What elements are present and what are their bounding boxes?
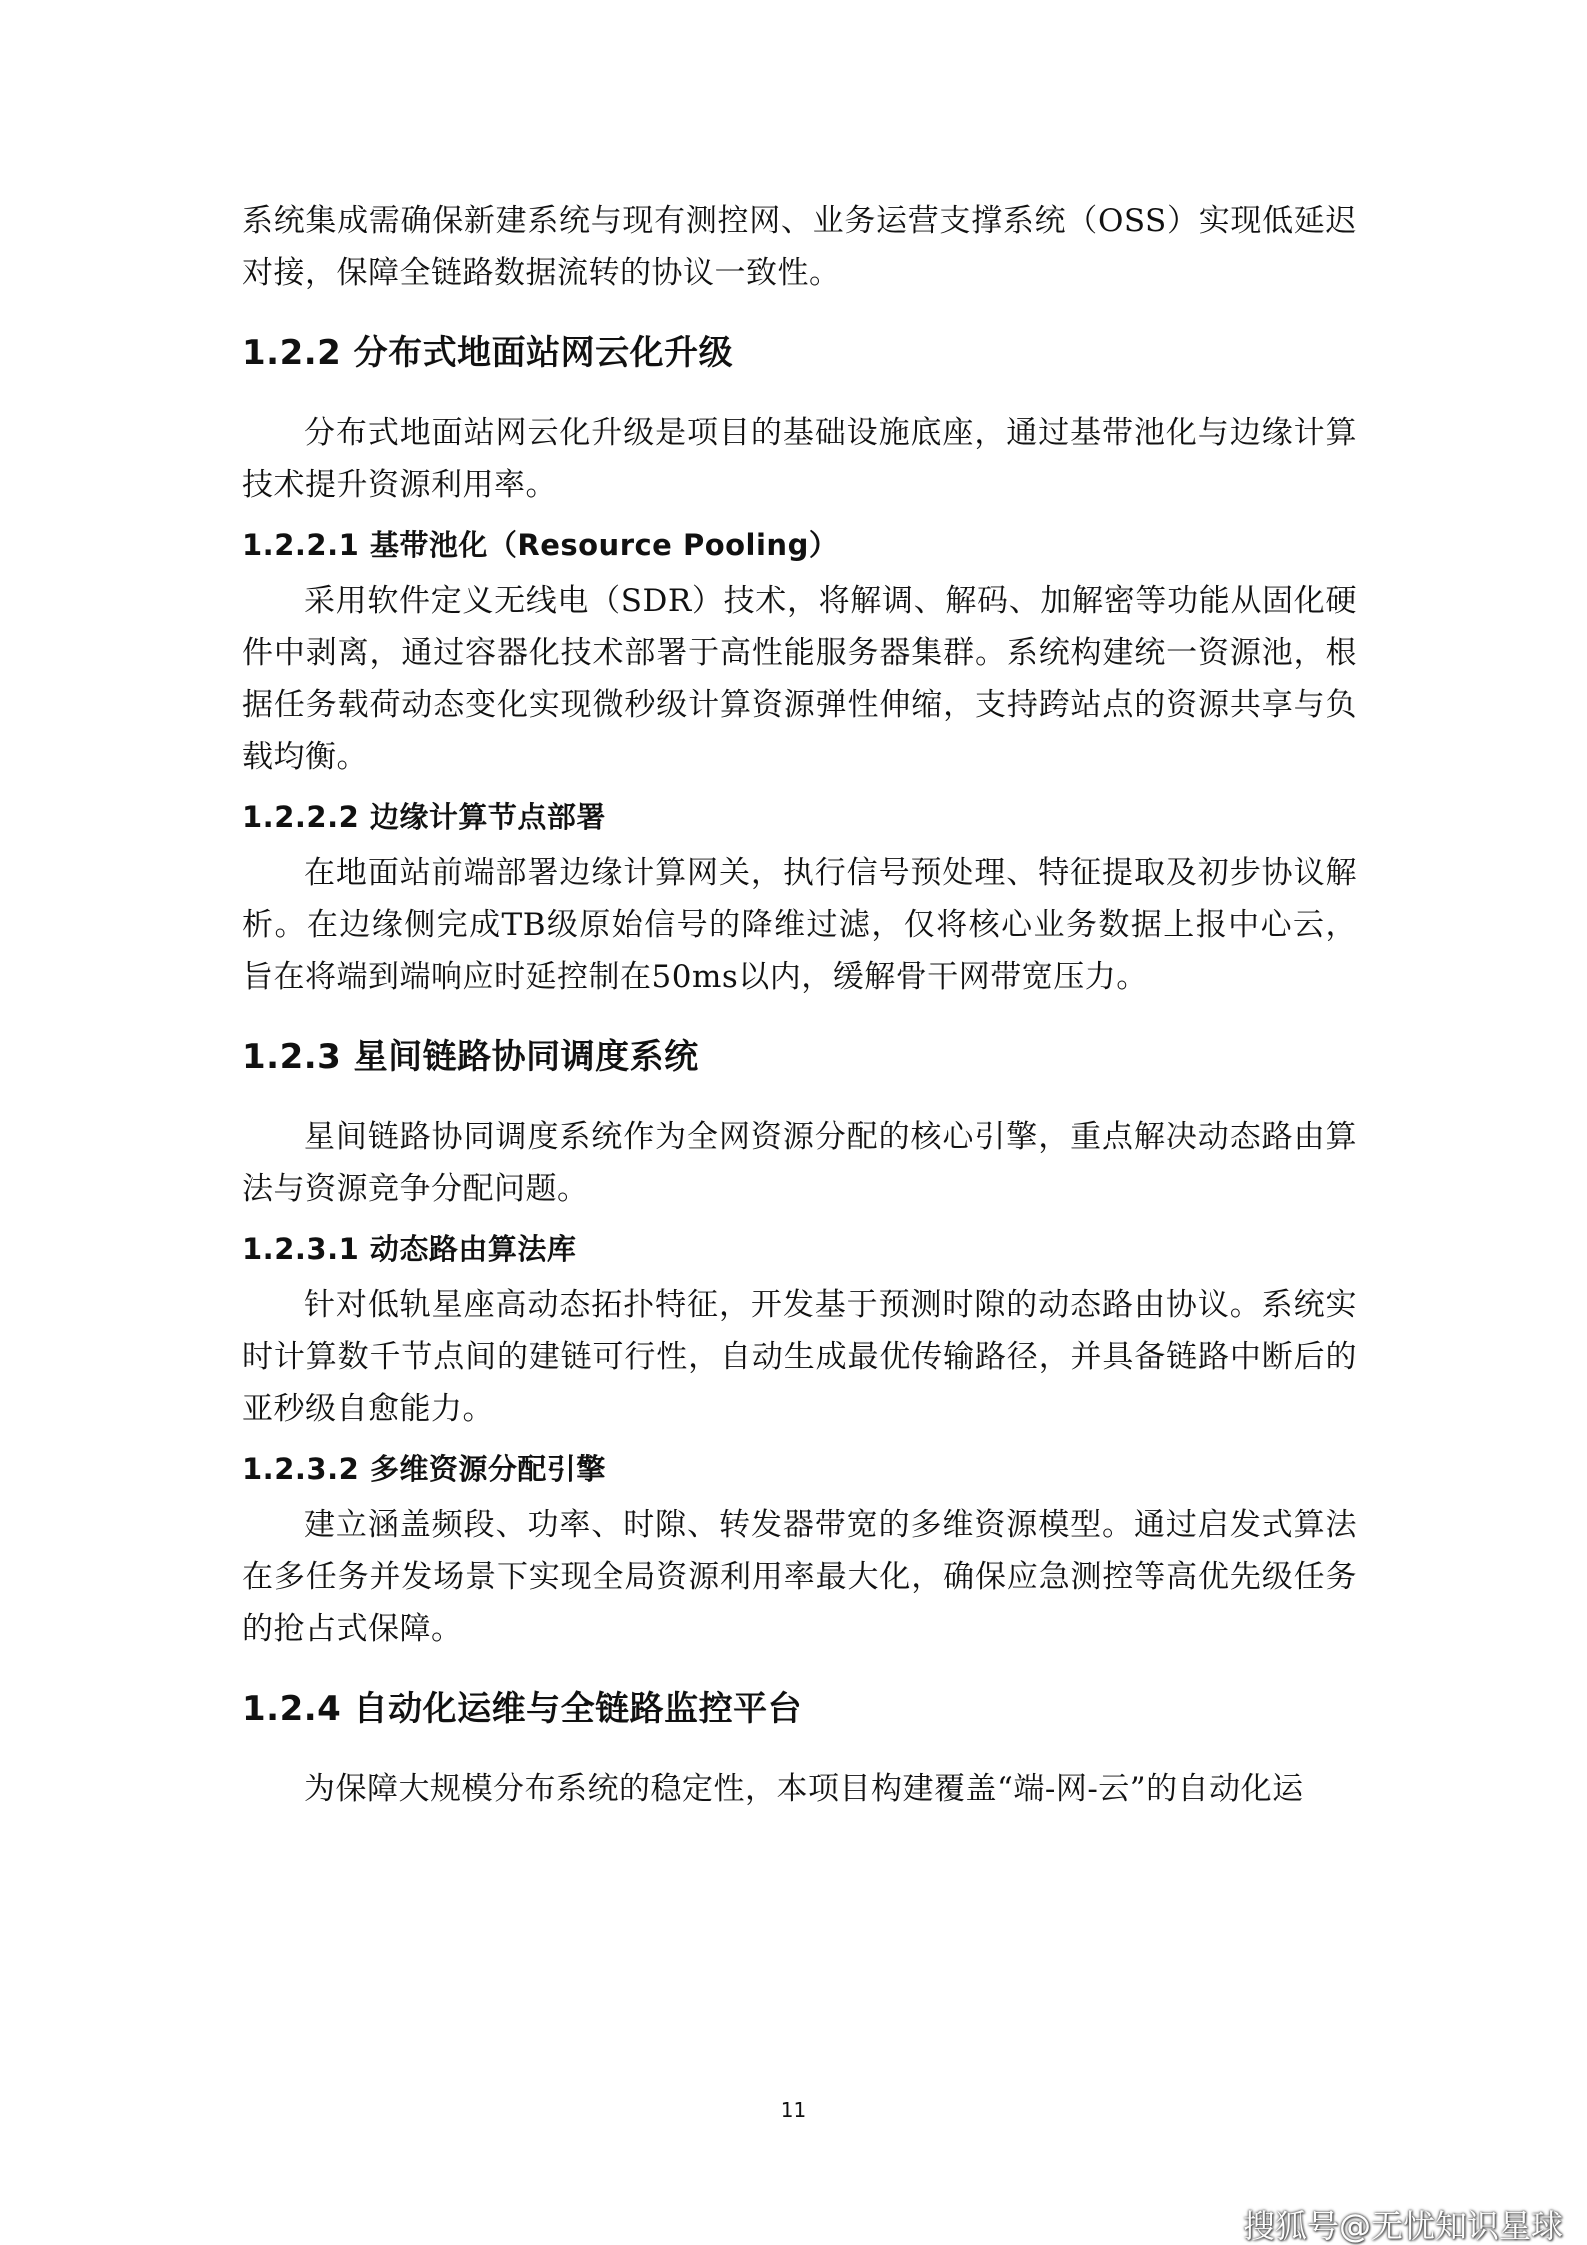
section-heading: 1.2.2 分布式地面站网云化升级 — [242, 333, 734, 373]
paragraph: 星间链路协同调度系统作为全网资源分配的核心引擎，重点解决动态路由算法与资源竞争分配问题。 — [242, 1119, 1357, 1207]
paragraph: 在地面站前端部署边缘计算网关，执行信号预处理、特征提取及初步协议解析。在边缘侧完成TB级原始信号的降维过滤，仅将核心业务数据上报中心云，旨在将端到端响应时延控制在50ms以内，缓解骨干网带宽压力。 — [242, 855, 1357, 995]
paragraph: 系统集成需确保新建系统与现有测控网、业务运营支撑系统（OSS）实现低延迟对接，保障全链路数据流转的协议一致性。 — [242, 203, 1357, 291]
subsection-heading: 1.2.3.1 动态路由算法库 — [242, 1232, 577, 1266]
paragraph: 采用软件定义无线电（SDR）技术，将解调、解码、加解密等功能从固化硬件中剥离，通过容器化技术部署于高性能服务器集群。系统构建统一资源池，根据任务载荷动态变化实现微秒级计算资源弹性伸缩，支持跨站点的资源共享与负载均衡。 — [242, 583, 1357, 775]
paragraph: 分布式地面站网云化升级是项目的基础设施底座，通过基带池化与边缘计算技术提升资源利用率。 — [242, 415, 1357, 503]
watermark: 搜狐号@无忧知识星球 — [1242, 2207, 1563, 2245]
subsection-heading: 1.2.3.2 多维资源分配引擎 — [242, 1452, 606, 1486]
document-body — [242, 195, 1357, 1815]
subsection-heading: 1.2.2.2 边缘计算节点部署 — [242, 800, 606, 834]
paragraph: 针对低轨星座高动态拓扑特征，开发基于预测时隙的动态路由协议。系统实时计算数千节点间的建链可行性，自动生成最优传输路径，并具备链路中断后的亚秒级自愈能力。 — [242, 1287, 1357, 1427]
page-number: 11 — [780, 2098, 807, 2122]
subsection-heading: 1.2.2.1 基带池化（Resource Pooling） — [242, 528, 839, 562]
section-heading: 1.2.4 自动化运维与全链路监控平台 — [242, 1689, 803, 1729]
section-heading: 1.2.3 星间链路协同调度系统 — [242, 1037, 699, 1077]
paragraph: 建立涵盖频段、功率、时隙、转发器带宽的多维资源模型。通过启发式算法在多任务并发场景下实现全局资源利用率最大化，确保应急测控等高优先级任务的抢占式保障。 — [242, 1507, 1357, 1647]
paragraph: 为保障大规模分布系统的稳定性，本项目构建覆盖“端-网-云”的自动化运 — [304, 1771, 1304, 1807]
